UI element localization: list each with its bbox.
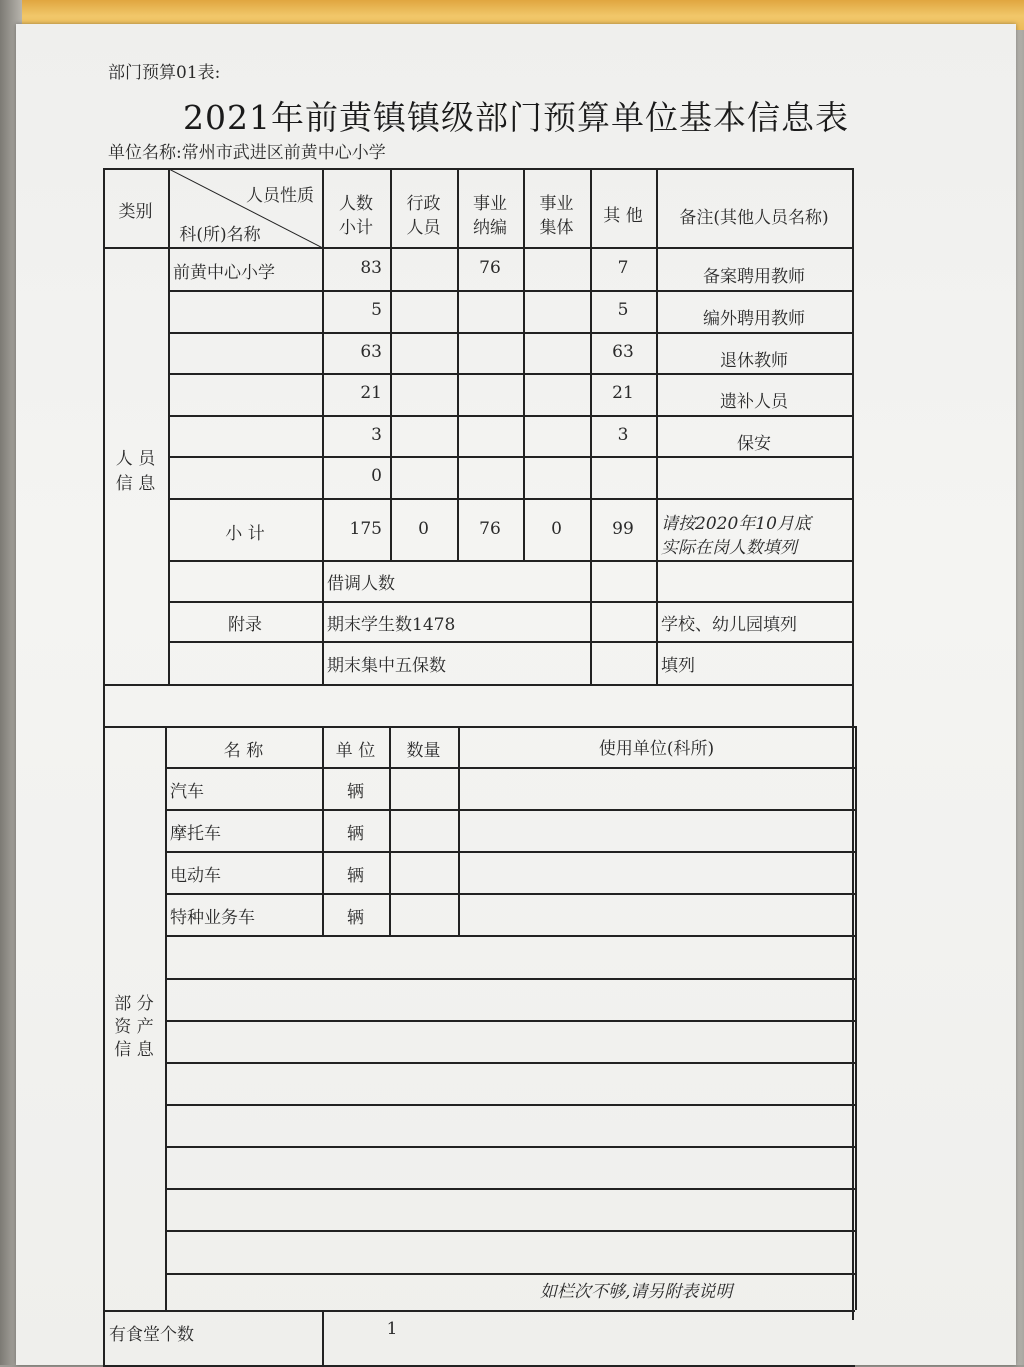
col-admin-header-2: 人员 [406, 218, 441, 238]
canteen-value: 1 [386, 1319, 398, 1339]
row-name: 前黄中心小学 [173, 262, 275, 283]
table-rule-h [168, 498, 852, 500]
table-rule-v [656, 560, 658, 684]
table-rule-h [168, 290, 852, 292]
subtotal-career: 76 [479, 519, 501, 539]
asset-user-header: 使用单位(科所) [598, 739, 715, 759]
category-header: 类别 [118, 202, 153, 222]
table-rule-h [165, 978, 855, 980]
asset-row-name: 电动车 [170, 866, 221, 886]
table-rule-v [590, 168, 592, 560]
table-rule-h [165, 1188, 855, 1190]
asset-unit-header: 单 位 [335, 741, 376, 761]
table-rule-v [855, 726, 857, 1310]
appendix-borrowed: 借调人数 [327, 574, 395, 594]
table-rule-h [165, 726, 855, 728]
col-career-header: 事业 [473, 194, 507, 214]
table-rule-h [165, 1104, 855, 1106]
table-rule-h [165, 1020, 855, 1022]
document-page [16, 24, 1016, 1365]
table-rule-h [103, 1365, 855, 1367]
table-rule-h [103, 168, 852, 170]
table-rule-h [103, 1310, 855, 1312]
table-rule-v [165, 726, 167, 1310]
col-total-header: 人数 [339, 194, 373, 214]
appendix-label: 附录 [228, 615, 262, 635]
subtotal-note: 请按2020年10月底 [661, 514, 811, 534]
table-rule-h [165, 893, 855, 895]
table-rule-v [103, 168, 105, 1365]
appendix-five-guarantee: 期末集中五保数 [327, 656, 446, 676]
row-total: 83 [360, 257, 382, 278]
row-other: 63 [612, 341, 634, 362]
row-total: 0 [371, 466, 382, 486]
subtotal-note-2: 实际在岗人数填列 [661, 538, 797, 558]
asset-row-name: 特种业务车 [170, 908, 255, 928]
table-rule-h [168, 641, 852, 643]
table-rule-h [168, 601, 852, 603]
asset-row-name: 汽车 [170, 782, 204, 802]
table-rule-h [165, 809, 855, 811]
table-rule-v [322, 560, 324, 684]
row-remark: 编外聘用教师 [703, 309, 805, 329]
subtotal-admin: 0 [418, 519, 429, 539]
asset-footer-note: 如栏次不够,请另附表说明 [540, 1282, 733, 1302]
row-remark: 遗补人员 [720, 392, 788, 412]
row-other: 21 [612, 383, 634, 403]
table-rule-h [165, 767, 855, 769]
table-rule-h [168, 332, 852, 334]
asset-row-unit: 辆 [347, 782, 364, 802]
diag-header-bottom: 科(所)名称 [179, 225, 261, 245]
row-remark: 备案聘用教师 [703, 266, 805, 287]
row-total: 3 [371, 424, 382, 445]
section-label-personnel: 人 员 [115, 449, 156, 469]
asset-row-unit: 辆 [347, 824, 364, 844]
section-label-assets-3: 信 息 [114, 1040, 154, 1060]
row-total: 5 [371, 300, 382, 320]
col-total-header-2: 小计 [339, 218, 373, 238]
section-label-assets: 部 分 [114, 994, 154, 1014]
appendix-students: 期末学生数1478 [327, 615, 456, 635]
row-remark: 保安 [737, 433, 771, 454]
subtotal-label: 小 计 [225, 524, 265, 544]
table-rule-h [165, 1273, 855, 1275]
subtotal-total: 175 [349, 519, 382, 539]
form-number: 部门预算01表: [108, 63, 221, 83]
page-title: 2021年前黄镇镇级部门预算单位基本信息表 [183, 98, 849, 137]
table-rule-h [103, 247, 852, 249]
subtotal-collective: 0 [551, 519, 562, 539]
canteen-label: 有食堂个数 [109, 1325, 194, 1345]
table-rule-h [165, 1230, 855, 1232]
section-label-personnel-2: 信 息 [115, 474, 156, 494]
row-total: 21 [360, 383, 382, 403]
col-collective-header-2: 集体 [539, 218, 574, 238]
table-rule-h [168, 456, 852, 458]
col-other-header: 其 他 [603, 206, 643, 226]
table-rule-v [168, 168, 170, 684]
table-rule-v [590, 560, 592, 684]
col-admin-header: 行政 [406, 194, 441, 214]
asset-name-header: 名 称 [223, 741, 264, 761]
asset-row-name: 摩托车 [170, 824, 221, 844]
row-career: 76 [479, 257, 501, 278]
table-rule-h [103, 684, 852, 686]
appendix-students-note: 学校、幼儿园填列 [661, 615, 797, 635]
row-total: 63 [360, 341, 382, 362]
col-collective-header: 事业 [539, 194, 574, 214]
subtotal-other: 99 [612, 519, 634, 539]
unit-name: 单位名称:常州市武进区前黄中心小学 [108, 143, 386, 163]
row-other: 5 [617, 300, 629, 320]
section-label-assets-2: 资 产 [114, 1017, 154, 1037]
asset-qty-header: 数量 [406, 741, 441, 761]
table-rule-h [165, 851, 855, 853]
row-other: 7 [617, 257, 629, 278]
table-rule-h [168, 560, 852, 562]
row-other: 3 [617, 424, 629, 445]
diag-header-top: 人员性质 [246, 186, 314, 206]
table-rule-h [168, 415, 852, 417]
table-rule-h [165, 1146, 855, 1148]
table-rule-h [168, 373, 852, 375]
appendix-five-guarantee-note: 填列 [661, 656, 695, 676]
col-career-header-2: 纳编 [473, 218, 507, 238]
asset-row-unit: 辆 [347, 908, 364, 928]
asset-row-unit: 辆 [347, 866, 364, 886]
col-remark-header: 备注(其他人员名称) [679, 208, 829, 228]
table-rule-h [165, 935, 855, 937]
row-remark: 退休教师 [720, 350, 788, 371]
table-rule-h [165, 1062, 855, 1064]
